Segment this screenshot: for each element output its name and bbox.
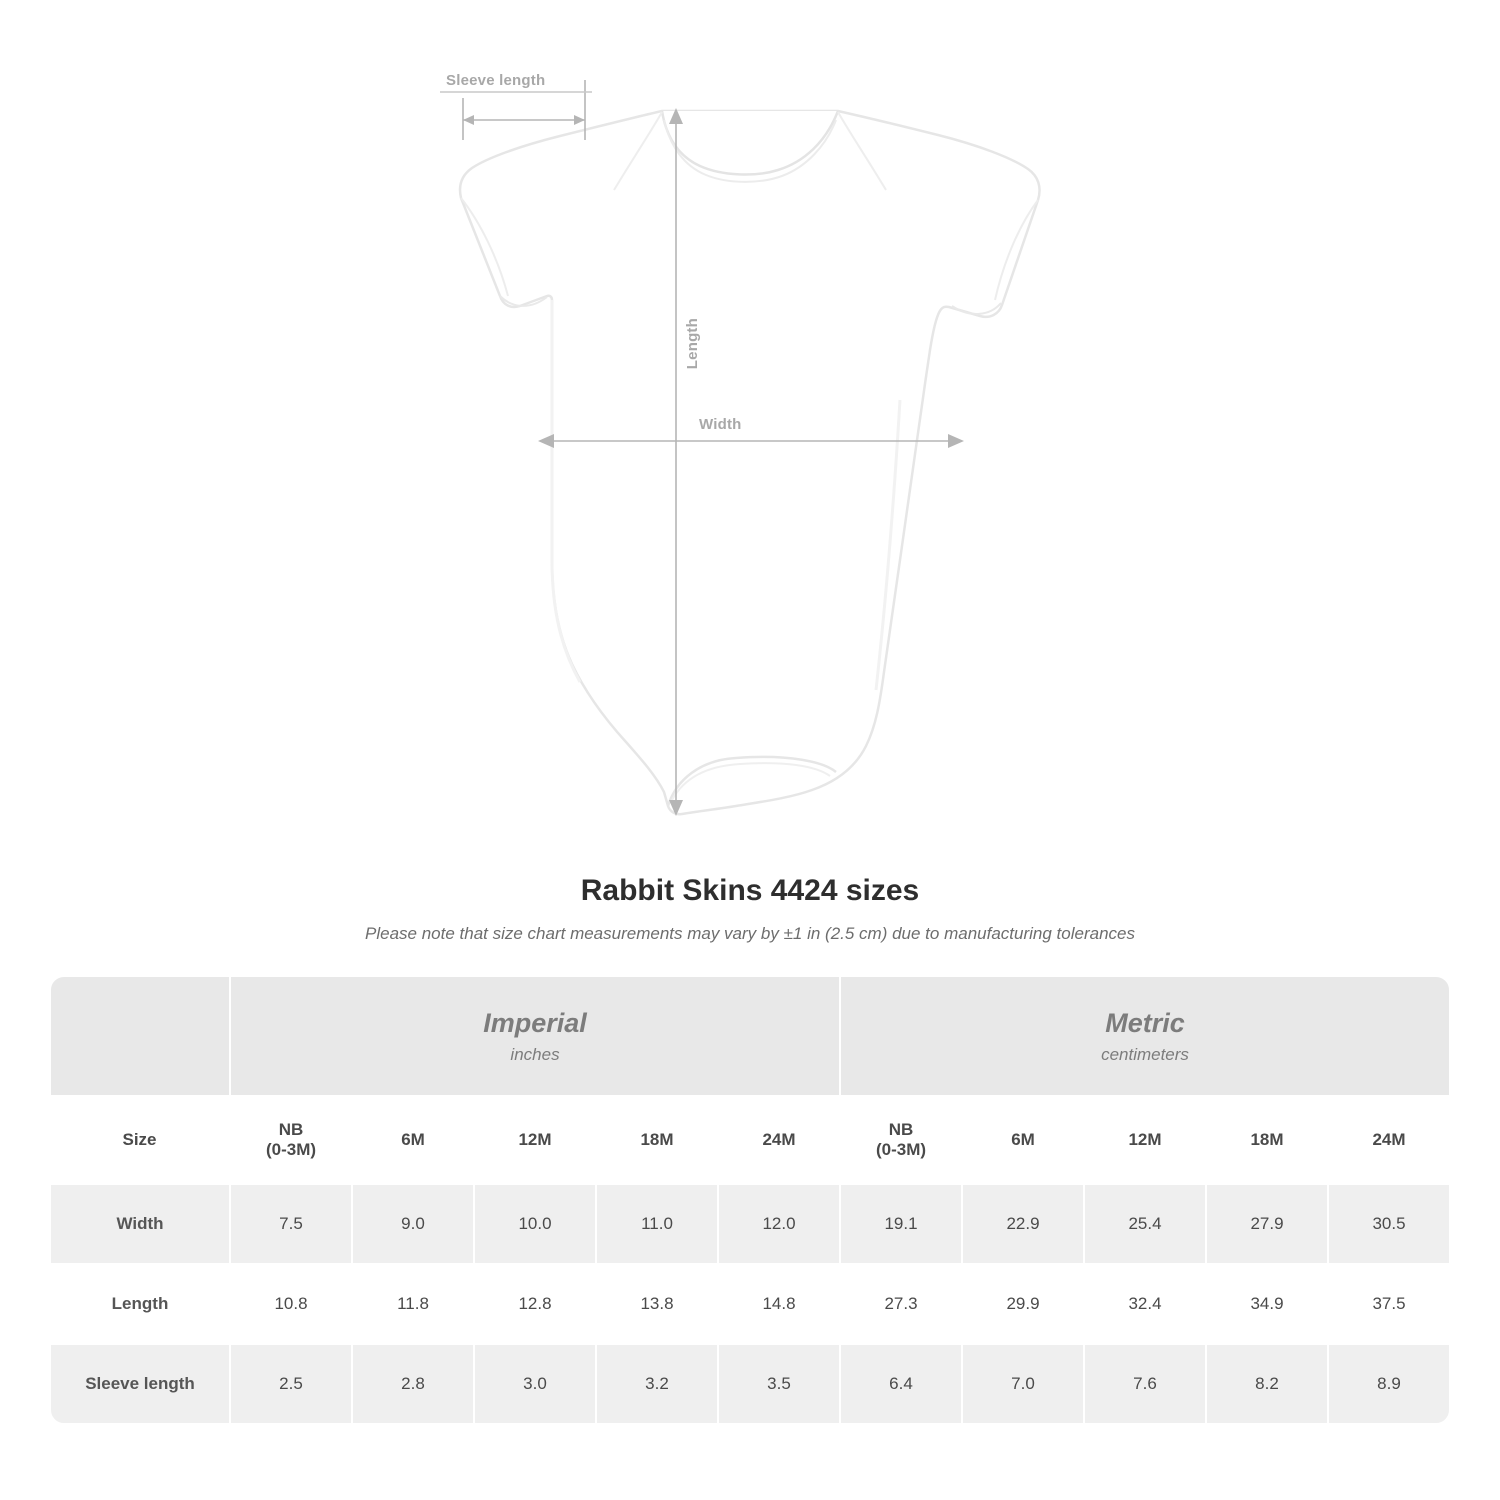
column-header-6m-cm: 6M <box>962 1096 1084 1184</box>
row-label-sleeve-length: Sleeve length <box>50 1344 230 1424</box>
cell-width-nb-cm: 19.1 <box>840 1184 962 1264</box>
cell-length-18m-cm: 34.9 <box>1206 1264 1328 1344</box>
cell-length-6m-in: 11.8 <box>352 1264 474 1344</box>
unit-group-imperial-sub: inches <box>510 1045 560 1065</box>
cell-sleeve-12m-in: 3.0 <box>474 1344 596 1424</box>
column-header-nb-in <box>230 1096 352 1184</box>
cell-width-6m-cm: 22.9 <box>962 1184 1084 1264</box>
column-header-nb-cm <box>840 1096 962 1184</box>
row-label-width: Width <box>50 1184 230 1264</box>
column-header-nb-in-sub: (0-3M) <box>265 1140 317 1159</box>
cell-sleeve-24m-cm: 8.9 <box>1328 1344 1450 1424</box>
column-header-24m-cm: 24M <box>1328 1096 1450 1184</box>
cell-length-12m-cm: 32.4 <box>1084 1264 1206 1344</box>
bodysuit-shape <box>460 111 1040 814</box>
cell-width-18m-cm: 27.9 <box>1206 1184 1328 1264</box>
cell-width-6m-in: 9.0 <box>352 1184 474 1264</box>
unit-group-metric-sub: centimeters <box>1101 1045 1189 1065</box>
cell-length-6m-cm: 29.9 <box>962 1264 1084 1344</box>
page-title: Rabbit Skins 4424 sizes <box>580 874 920 907</box>
table-row <box>50 1184 1450 1264</box>
cell-sleeve-nb-cm: 6.4 <box>840 1344 962 1424</box>
unit-group-metric-name: Metric <box>1105 1007 1185 1038</box>
cell-width-12m-in: 10.0 <box>474 1184 596 1264</box>
cell-sleeve-18m-cm: 8.2 <box>1206 1344 1328 1424</box>
cell-sleeve-6m-cm: 7.0 <box>962 1344 1084 1424</box>
cell-length-24m-in: 14.8 <box>718 1264 840 1344</box>
cell-length-nb-in: 10.8 <box>230 1264 352 1344</box>
cell-width-nb-in: 7.5 <box>230 1184 352 1264</box>
column-header-12m-cm: 12M <box>1084 1096 1206 1184</box>
unit-group-imperial <box>230 976 840 1096</box>
sleeve-length-label: Sleeve length <box>446 72 546 89</box>
cell-width-18m-in: 11.0 <box>596 1184 718 1264</box>
cell-width-24m-cm: 30.5 <box>1328 1184 1450 1264</box>
size-chart-table-wrap <box>50 976 1450 1424</box>
cell-length-nb-cm: 27.3 <box>840 1264 962 1344</box>
column-header-24m-in: 24M <box>718 1096 840 1184</box>
column-header-18m-cm: 18M <box>1206 1096 1328 1184</box>
cell-sleeve-nb-in: 2.5 <box>230 1344 352 1424</box>
cell-width-24m-in: 12.0 <box>718 1184 840 1264</box>
cell-width-12m-cm: 25.4 <box>1084 1184 1206 1264</box>
column-header-nb-cm-label: NB <box>888 1120 914 1139</box>
cell-sleeve-18m-in: 3.2 <box>596 1344 718 1424</box>
cell-sleeve-6m-in: 2.8 <box>352 1344 474 1424</box>
row-header-size: Size <box>50 1096 230 1184</box>
column-header-nb-in-label: NB <box>278 1120 304 1139</box>
column-header-6m-in: 6M <box>352 1096 474 1184</box>
unit-header-spacer <box>50 976 230 1096</box>
width-label: Width <box>699 416 742 433</box>
size-chart-table <box>50 976 1450 1424</box>
unit-group-imperial-name: Imperial <box>483 1007 587 1038</box>
column-header-12m-in: 12M <box>474 1096 596 1184</box>
length-label: Length <box>684 318 701 370</box>
row-label-length: Length <box>50 1264 230 1344</box>
column-header-18m-in: 18M <box>596 1096 718 1184</box>
cell-sleeve-24m-in: 3.5 <box>718 1344 840 1424</box>
size-header-row <box>50 1096 1450 1184</box>
cell-sleeve-12m-cm: 7.6 <box>1084 1344 1206 1424</box>
title-block <box>0 874 1500 944</box>
cell-length-12m-in: 12.8 <box>474 1264 596 1344</box>
cell-length-18m-in: 13.8 <box>596 1264 718 1344</box>
table-row <box>50 1264 1450 1344</box>
tolerance-note: Please note that size chart measurements may vary by ±1 in (2.5 cm) due to manufacturing tolerances <box>365 924 1135 943</box>
column-header-nb-cm-sub: (0-3M) <box>875 1140 927 1159</box>
cell-length-24m-cm: 37.5 <box>1328 1264 1450 1344</box>
unit-header-row <box>50 976 1450 1096</box>
unit-group-metric <box>840 976 1450 1096</box>
table-row <box>50 1344 1450 1424</box>
